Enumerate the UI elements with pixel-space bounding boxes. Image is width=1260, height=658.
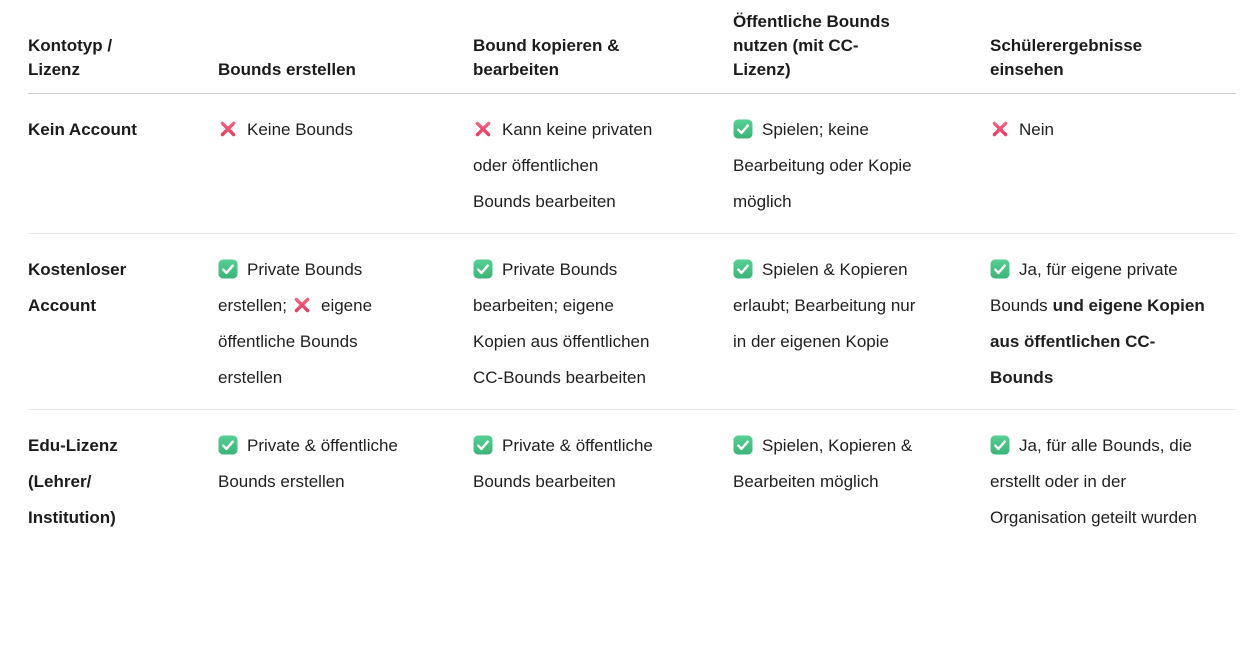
table-row-edu-lizenz: [28, 410, 1236, 550]
cell-text: Nein: [1019, 120, 1054, 139]
cell-text: Ja, für eigene private Bounds: [990, 260, 1178, 315]
check-icon: [733, 119, 753, 139]
row-label-line: Institution): [28, 508, 116, 527]
header-line: Bounds erstellen: [218, 60, 356, 79]
cell-text: Spielen & Kopieren erlaubt; Bearbeitung nur in der eigenen Kopie: [733, 260, 916, 351]
header-line: Bound kopieren &: [473, 36, 620, 55]
cell-text: Spielen, Kopieren & Bearbeiten möglich: [733, 436, 913, 491]
row-label-line: Edu-Lizenz: [28, 436, 118, 455]
table-header-row: [28, 0, 1236, 94]
cell-edu-bounds-erstellen: [218, 410, 473, 550]
row-label-line: Kein Account: [28, 120, 137, 139]
cell-text: Private Bounds bearbeiten; eigene Kopien aus öffentlichen CC-Bounds bearbeiten: [473, 260, 650, 387]
cell-kein-account-oeffentliche-nutzen: [733, 94, 990, 234]
cell-kein-account-schuelerergebnisse: [990, 94, 1236, 234]
header-bound-kopieren-bearbeiten: [473, 0, 733, 94]
row-label-kein-account: [28, 94, 218, 234]
check-icon: [733, 435, 753, 455]
table-row-kein-account: [28, 94, 1236, 234]
cell-text: Spielen; keine Bearbeitung oder Kopie möglich: [733, 120, 912, 211]
cell-text: Kann keine privaten oder öffentlichen Bounds bearbeiten: [473, 120, 653, 211]
cell-edu-schuelerergebnisse: [990, 410, 1236, 550]
cell-text: Ja, für alle Bounds, die erstellt oder in der Organisation geteilt wurden: [990, 436, 1197, 527]
row-label-line: (Lehrer/: [28, 472, 92, 491]
cell-text-bold: und eigene Kopien aus öffentlichen CC-Bounds: [990, 296, 1205, 387]
check-icon: [733, 259, 753, 279]
cell-text: eigene öffentliche Bounds erstellen: [218, 296, 373, 387]
header-schuelerergebnisse: [990, 0, 1236, 94]
check-icon: [473, 259, 493, 279]
check-icon: [218, 259, 238, 279]
check-icon: [473, 435, 493, 455]
cell-text: Private & öffentliche Bounds erstellen: [218, 436, 398, 491]
cross-icon: [292, 295, 312, 315]
header-line: einsehen: [990, 60, 1064, 79]
cell-text: Private Bounds erstellen;: [218, 260, 363, 315]
header-line: bearbeiten: [473, 60, 559, 79]
cell-kostenlos-oeffentliche-nutzen: [733, 234, 990, 410]
cell-kostenlos-schuelerergebnisse: [990, 234, 1236, 410]
account-permissions-table: [28, 0, 1236, 549]
table-row-kostenloser-account: [28, 234, 1236, 410]
row-label-edu-lizenz: [28, 410, 218, 550]
check-icon: [990, 435, 1010, 455]
row-label-line: Kostenloser: [28, 260, 127, 279]
row-label-line: Account: [28, 296, 96, 315]
header-line: nutzen (mit CC-: [733, 36, 859, 55]
header-line: Schülerergebnisse: [990, 36, 1143, 55]
cell-kostenlos-bounds-erstellen: [218, 234, 473, 410]
header-bounds-erstellen: [218, 0, 473, 94]
cross-icon: [218, 119, 238, 139]
header-oeffentliche-bounds-nutzen: [733, 0, 990, 94]
cell-edu-kopieren-bearbeiten: [473, 410, 733, 550]
cell-text: Keine Bounds: [247, 120, 353, 139]
cell-kein-account-kopieren-bearbeiten: [473, 94, 733, 234]
cross-icon: [990, 119, 1010, 139]
cross-icon: [473, 119, 493, 139]
header-kontotyp-lizenz: [28, 0, 218, 94]
row-label-kostenloser-account: [28, 234, 218, 410]
check-icon: [218, 435, 238, 455]
cell-text: Private & öffentliche Bounds bearbeiten: [473, 436, 653, 491]
cell-kostenlos-kopieren-bearbeiten: [473, 234, 733, 410]
header-line: Lizenz): [733, 60, 791, 79]
cell-kein-account-bounds-erstellen: [218, 94, 473, 234]
header-line: Lizenz: [28, 60, 80, 79]
header-line: Kontotyp /: [28, 36, 113, 55]
cell-edu-oeffentliche-nutzen: [733, 410, 990, 550]
header-line: Öffentliche Bounds: [733, 12, 890, 31]
check-icon: [990, 259, 1010, 279]
